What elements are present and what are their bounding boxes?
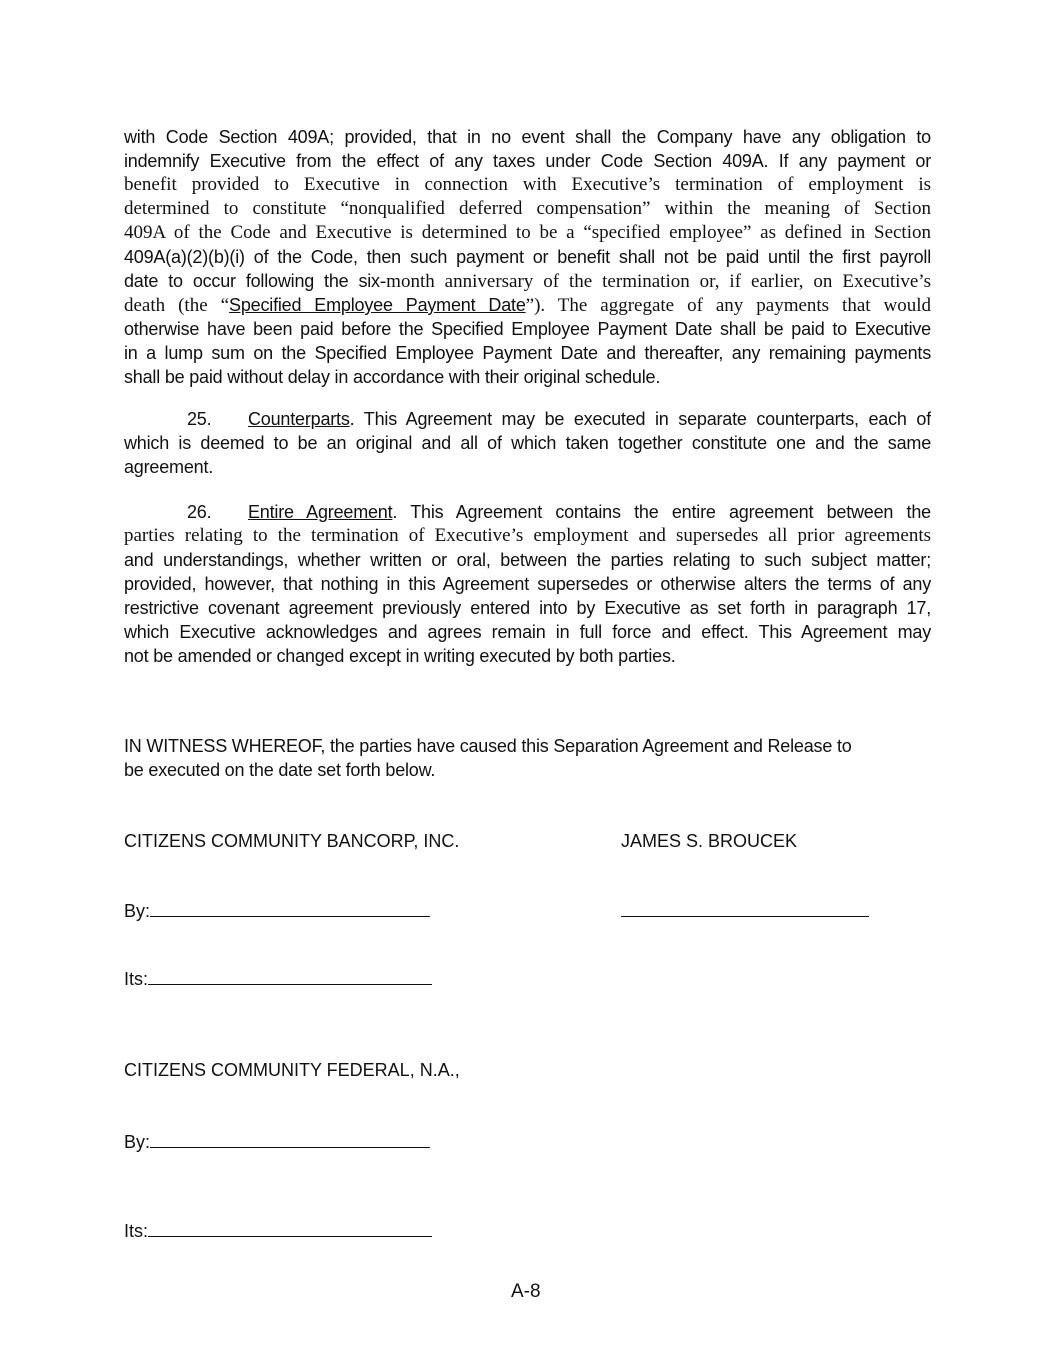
text-line: in a lump sum on the Specified Employee Payment Date and thereafter, any remaining payments [124, 343, 931, 363]
text-line [124, 293, 931, 317]
federal-by-field[interactable] [124, 1129, 430, 1154]
bancorp-by-field[interactable] [124, 898, 430, 923]
text-line: 409A of the Code and Executive is determined to be a “specified employee” as defined in Section [124, 222, 931, 243]
text-line: 409A(a)(2)(b)(i) of the Code, then such payment or benefit shall not be paid until the first payroll [124, 247, 931, 267]
witness-clause [124, 734, 914, 782]
defined-term: Specified Employee Payment Date [229, 295, 526, 315]
section-number: 26. [187, 502, 212, 522]
federal-its-field[interactable] [124, 1218, 432, 1243]
its-label: Its: [124, 969, 149, 989]
text-segment: -month anniversary of the termination or, if earlier, on Executive’s [379, 271, 931, 292]
executive-signature-field[interactable] [621, 898, 869, 923]
section-heading: Entire Agreement [248, 502, 393, 522]
text-line: be executed on the date set forth below. [124, 760, 436, 780]
title-line[interactable] [148, 966, 432, 985]
text-line: benefit provided to Executive in connection with Executive’s termination of employment is [124, 174, 931, 195]
text-line: determined to constitute “nonqualified deferred compensation” within the meaning of Section [124, 198, 931, 219]
page-number: A-8 [511, 1281, 541, 1302]
its-label: Its: [124, 1221, 149, 1241]
signature-line[interactable] [150, 898, 430, 917]
text-segment: date to occur following the six [124, 271, 380, 291]
text-line: and understandings, whether written or oral, between the parties relating to such subject matter; [124, 550, 931, 570]
by-label: By: [124, 1132, 151, 1152]
text-line: which is deemed to be an original and all of which taken together constitute one and the same [124, 433, 931, 453]
text-line: with Code Section 409A; provided, that in no event shall the Company have any obligation to [124, 127, 931, 147]
text-segment: . This Agreement may be executed in separate counterparts, each of [349, 409, 931, 429]
text-line: not be amended or changed except in writing executed by both parties. [124, 646, 676, 666]
text-line: parties relating to the termination of Executive’s employment and supersedes all prior agreements [124, 525, 931, 546]
by-label: By: [124, 901, 151, 921]
party-bancorp: CITIZENS COMMUNITY BANCORP, INC. [124, 831, 460, 851]
paragraph-409a [124, 125, 931, 389]
section-number: 25. [187, 409, 212, 429]
text-line: which Executive acknowledges and agrees remain in full force and effect. This Agreement may [124, 622, 931, 642]
text-line: restrictive covenant agreement previously entered into by Executive as set forth in paragraph 17, [124, 598, 931, 618]
text-line [124, 269, 931, 293]
text-line: IN WITNESS WHEREOF, the parties have caused this Separation Agreement and Release to [124, 736, 852, 756]
title-line[interactable] [148, 1218, 432, 1237]
text-line [124, 407, 931, 431]
signature-line[interactable] [150, 1129, 430, 1148]
text-line: otherwise have been paid before the Specified Employee Payment Date shall be paid to Executive [124, 319, 931, 339]
bancorp-its-field[interactable] [124, 966, 432, 991]
text-line: provided, however, that nothing in this Agreement supersedes or otherwise alters the terms of any [124, 574, 931, 594]
text-line: indemnify Executive from the effect of any taxes under Code Section 409A. If any payment or [124, 151, 931, 171]
text-segment: . This Agreement contains the entire agreement between the [392, 502, 931, 522]
text-segment: death (the “ [124, 295, 230, 316]
section-heading: Counterparts [248, 409, 350, 429]
section-26-entire-agreement [124, 500, 931, 668]
party-executive: JAMES S. BROUCEK [621, 831, 798, 851]
section-25-counterparts [124, 407, 931, 479]
party-federal: CITIZENS COMMUNITY FEDERAL, N.A., [124, 1060, 460, 1080]
text-line: shall be paid without delay in accordance with their original schedule. [124, 367, 661, 387]
text-line [124, 500, 931, 524]
text-line: agreement. [124, 457, 214, 477]
text-segment: ”). The aggregate of any payments that would [525, 295, 931, 316]
signature-line[interactable] [621, 898, 869, 917]
